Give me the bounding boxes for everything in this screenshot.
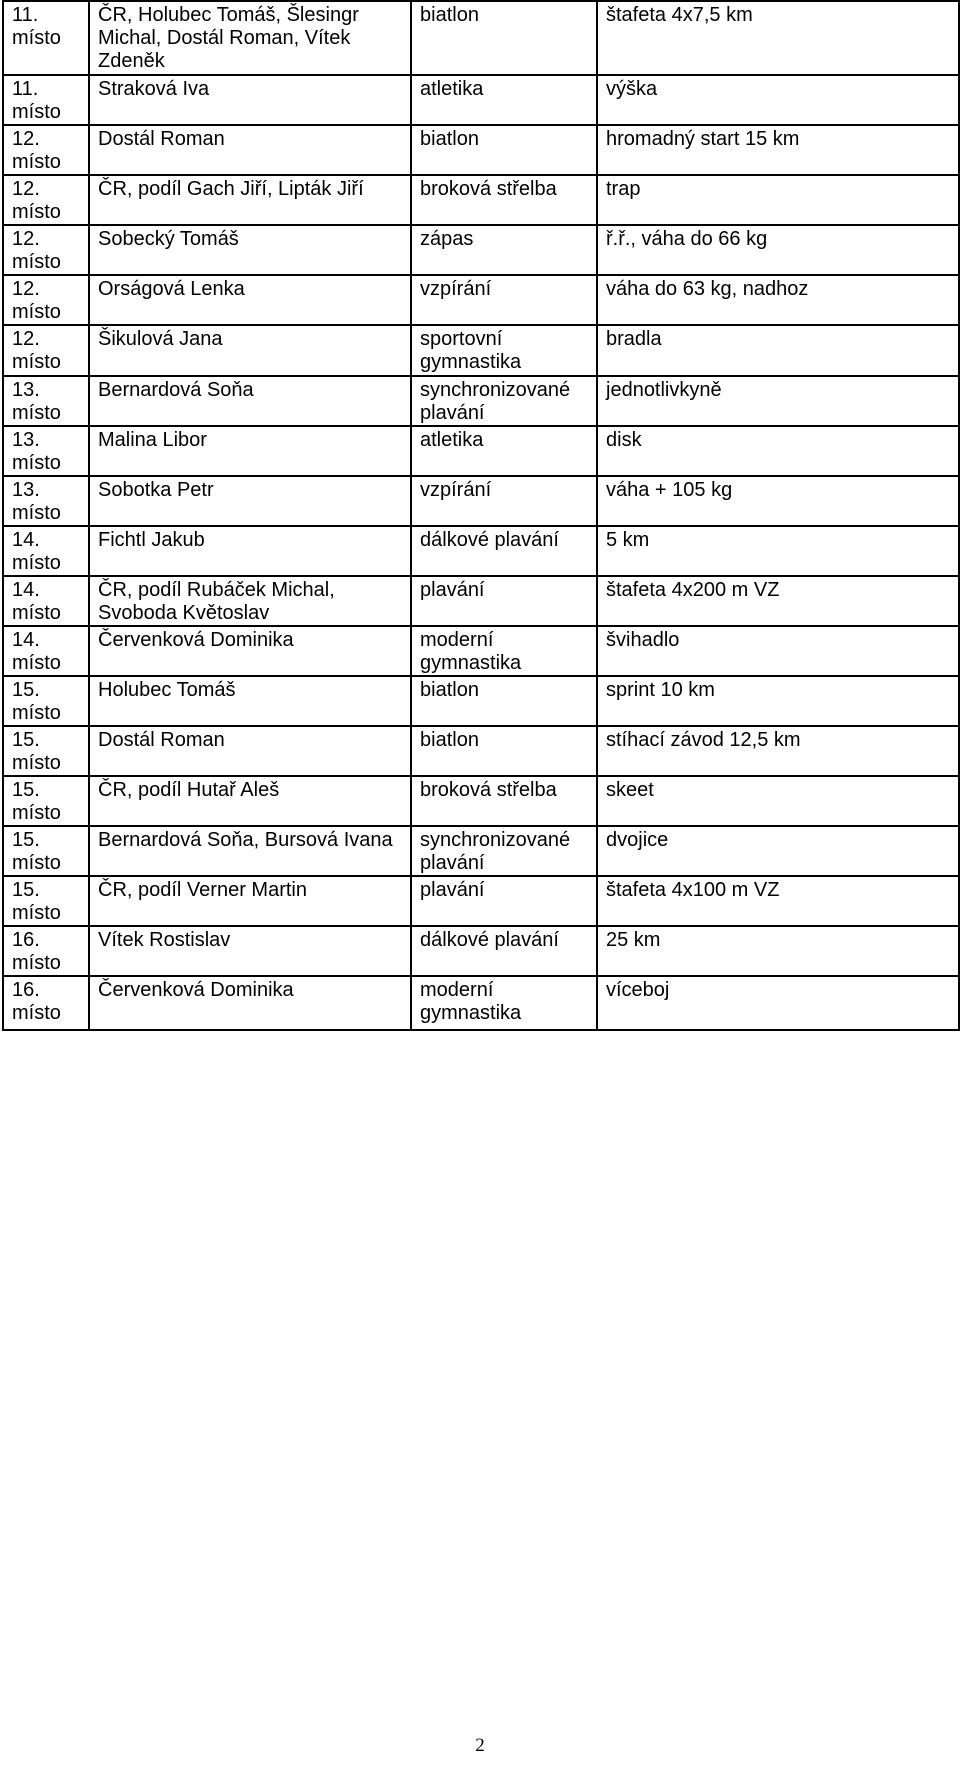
discipline-cell: bradla — [597, 325, 959, 376]
athlete-name-cell: Sobotka Petr — [89, 476, 411, 526]
sport-cell: zápas — [411, 225, 597, 275]
place-cell: 14. místo — [3, 626, 89, 676]
discipline-cell: štafeta 4x200 m VZ — [597, 576, 959, 626]
sport-cell: moderní gymnastika — [411, 626, 597, 676]
discipline-cell: jednotlivkyně — [597, 376, 959, 426]
results-table-body — [3, 1, 959, 1030]
place-cell: 15. místo — [3, 776, 89, 826]
table-row — [3, 726, 959, 776]
table-row — [3, 476, 959, 526]
sport-cell: plavání — [411, 576, 597, 626]
sport-cell: biatlon — [411, 1, 597, 75]
sport-cell: biatlon — [411, 676, 597, 726]
athlete-name-cell: Fichtl Jakub — [89, 526, 411, 576]
athlete-name-cell: Malina Libor — [89, 426, 411, 476]
place-cell: 12. místo — [3, 275, 89, 325]
page-number: 2 — [475, 1735, 485, 1756]
athlete-name-cell: Šikulová Jana — [89, 325, 411, 376]
table-row — [3, 676, 959, 726]
athlete-name-cell: ČR, Holubec Tomáš, Šlesingr Michal, Dostál Roman, Vítek Zdeněk — [89, 1, 411, 75]
place-cell: 11. místo — [3, 75, 89, 125]
discipline-cell: 5 km — [597, 526, 959, 576]
table-row — [3, 1, 959, 75]
sport-cell: vzpírání — [411, 476, 597, 526]
sport-cell: moderní gymnastika — [411, 976, 597, 1030]
athlete-name-cell: Straková Iva — [89, 75, 411, 125]
place-cell: 13. místo — [3, 426, 89, 476]
place-cell: 12. místo — [3, 125, 89, 175]
discipline-cell: váha do 63 kg, nadhoz — [597, 275, 959, 325]
athlete-name-cell: ČR, podíl Gach Jiří, Lipták Jiří — [89, 175, 411, 225]
sport-cell: vzpírání — [411, 275, 597, 325]
table-row — [3, 626, 959, 676]
sport-cell: biatlon — [411, 726, 597, 776]
sport-cell: dálkové plavání — [411, 526, 597, 576]
athlete-name-cell: Bernardová Soňa — [89, 376, 411, 426]
place-cell: 12. místo — [3, 175, 89, 225]
table-row — [3, 926, 959, 976]
athlete-name-cell: Vítek Rostislav — [89, 926, 411, 976]
sport-cell: synchronizované plavání — [411, 376, 597, 426]
table-row — [3, 376, 959, 426]
table-row — [3, 125, 959, 175]
athlete-name-cell: Dostál Roman — [89, 726, 411, 776]
discipline-cell: 25 km — [597, 926, 959, 976]
athlete-name-cell: ČR, podíl Verner Martin — [89, 876, 411, 926]
sport-cell: broková střelba — [411, 175, 597, 225]
discipline-cell: stíhací závod 12,5 km — [597, 726, 959, 776]
sport-cell: biatlon — [411, 125, 597, 175]
place-cell: 15. místo — [3, 676, 89, 726]
table-row — [3, 175, 959, 225]
discipline-cell: výška — [597, 75, 959, 125]
discipline-cell: skeet — [597, 776, 959, 826]
athlete-name-cell: ČR, podíl Rubáček Michal, Svoboda Květoslav — [89, 576, 411, 626]
athlete-name-cell: Dostál Roman — [89, 125, 411, 175]
sport-cell: dálkové plavání — [411, 926, 597, 976]
sport-cell: synchronizované plavání — [411, 826, 597, 876]
athlete-name-cell: Orságová Lenka — [89, 275, 411, 325]
table-row — [3, 576, 959, 626]
discipline-cell: ř.ř., váha do 66 kg — [597, 225, 959, 275]
sport-cell: atletika — [411, 75, 597, 125]
athlete-name-cell: ČR, podíl Hutař Aleš — [89, 776, 411, 826]
results-table — [2, 0, 960, 1031]
athlete-name-cell: Holubec Tomáš — [89, 676, 411, 726]
table-row — [3, 876, 959, 926]
sport-cell: sportovní gymnastika — [411, 325, 597, 376]
place-cell: 13. místo — [3, 476, 89, 526]
discipline-cell: víceboj — [597, 976, 959, 1030]
discipline-cell: trap — [597, 175, 959, 225]
table-row — [3, 776, 959, 826]
table-row — [3, 826, 959, 876]
table-row — [3, 325, 959, 376]
discipline-cell: disk — [597, 426, 959, 476]
table-row — [3, 225, 959, 275]
place-cell: 12. místo — [3, 225, 89, 275]
place-cell: 14. místo — [3, 576, 89, 626]
sport-cell: atletika — [411, 426, 597, 476]
discipline-cell: štafeta 4x100 m VZ — [597, 876, 959, 926]
sport-cell: plavání — [411, 876, 597, 926]
place-cell: 11. místo — [3, 1, 89, 75]
place-cell: 16. místo — [3, 976, 89, 1030]
place-cell: 15. místo — [3, 826, 89, 876]
athlete-name-cell: Bernardová Soňa, Bursová Ivana — [89, 826, 411, 876]
athlete-name-cell: Červenková Dominika — [89, 976, 411, 1030]
table-row — [3, 275, 959, 325]
place-cell: 15. místo — [3, 876, 89, 926]
place-cell: 16. místo — [3, 926, 89, 976]
table-row — [3, 75, 959, 125]
discipline-cell: sprint 10 km — [597, 676, 959, 726]
place-cell: 15. místo — [3, 726, 89, 776]
place-cell: 12. místo — [3, 325, 89, 376]
athlete-name-cell: Sobecký Tomáš — [89, 225, 411, 275]
discipline-cell: švihadlo — [597, 626, 959, 676]
place-cell: 13. místo — [3, 376, 89, 426]
athlete-name-cell: Červenková Dominika — [89, 626, 411, 676]
place-cell: 14. místo — [3, 526, 89, 576]
table-row — [3, 426, 959, 476]
table-row — [3, 526, 959, 576]
discipline-cell: dvojice — [597, 826, 959, 876]
table-row — [3, 976, 959, 1030]
discipline-cell: hromadný start 15 km — [597, 125, 959, 175]
discipline-cell: váha + 105 kg — [597, 476, 959, 526]
sport-cell: broková střelba — [411, 776, 597, 826]
discipline-cell: štafeta 4x7,5 km — [597, 1, 959, 75]
